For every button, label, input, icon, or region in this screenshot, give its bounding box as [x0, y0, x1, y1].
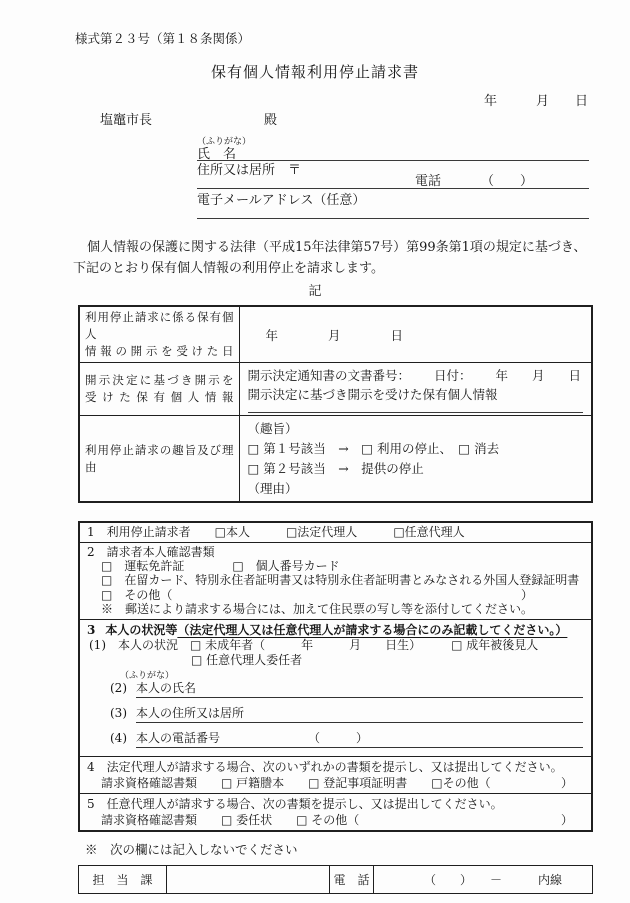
- identity-doc-checkboxes-2[interactable]: □ 在留カード、特別永住者証明書又は特別永住者証明書とみなされる外国人登録証明書: [101, 573, 580, 588]
- furigana-label: （ふりがな）: [120, 671, 175, 682]
- year-label: 年: [495, 368, 508, 383]
- honorific: 殿: [264, 113, 278, 128]
- phone-label: 電話: [414, 174, 441, 189]
- identity-documents-row: [80, 542, 591, 619]
- purpose-reason-label-cell: [79, 416, 239, 503]
- principal-phone-field[interactable]: [136, 731, 583, 748]
- field-label: 本人の電話番号: [136, 731, 221, 746]
- principal-name-item: [110, 681, 583, 698]
- phone-value-cell[interactable]: （ ） － 内線: [374, 866, 593, 894]
- phone-parens[interactable]: （ ）: [480, 174, 533, 189]
- disclosed-info-caption: 開示決定に基づき開示を受けた保有個人情報: [247, 387, 498, 402]
- department-value-cell[interactable]: [167, 866, 330, 894]
- table-row: [79, 416, 592, 503]
- form-number: 様式第２３号（第１８条関係）: [75, 31, 251, 46]
- phone-parens[interactable]: （ ）: [308, 731, 369, 746]
- purpose-option-2-checkboxes[interactable]: □ 第２号該当 → 提供の停止: [247, 461, 424, 476]
- principal-status-checkboxes[interactable]: (1) 本人の状況 □ 未成年者（ 年 月 日生） □ 成年被後見人: [89, 638, 539, 653]
- request-info-table: [78, 305, 593, 503]
- page-title: 保有個人情報利用停止請求書: [210, 63, 419, 81]
- principal-name-field[interactable]: [136, 681, 583, 698]
- voluntary-agent-doc-checkboxes[interactable]: 請求資格確認書類 □ 委任状 □ その他（: [101, 813, 360, 828]
- row-number: 3: [87, 623, 96, 638]
- table-row: [79, 363, 592, 416]
- addressee-name: 塩竈市長: [100, 113, 153, 128]
- close-paren: ）: [560, 813, 573, 828]
- label-line: 受けた保有個人情報: [85, 390, 234, 404]
- heading-text: 本人の状況等: [105, 623, 178, 638]
- identity-documents-heading: 2 請求者本人確認書類: [87, 545, 215, 559]
- fill-space[interactable]: [491, 775, 561, 791]
- item-number: (4): [110, 731, 127, 746]
- disclosure-date-field[interactable]: 年 月 日: [239, 306, 592, 363]
- date-field[interactable]: 年 月 日: [483, 94, 588, 109]
- purpose-heading: （趣旨）: [247, 421, 298, 436]
- principal-phone-item: [110, 731, 583, 748]
- intro-paragraph: 個人情報の保護に関する法律（平成15年法律第57号）第99条第1項の規定に基づき、下記のとおり保有個人情報の利用停止を請求します。: [73, 240, 587, 276]
- disclosed-info-label-cell: [79, 363, 239, 416]
- details-table: [78, 521, 593, 832]
- field-label: 本人の住所又は居所: [136, 706, 245, 721]
- office-use-note: ※ 次の欄には記入しないでください: [85, 842, 298, 858]
- email-label: 電子メールアドレス（任意）: [197, 193, 366, 208]
- ki-heading: 記: [308, 284, 322, 299]
- table-row: [79, 306, 592, 363]
- document-number-line[interactable]: [248, 366, 584, 385]
- day-label: 日: [568, 368, 581, 383]
- legal-agent-heading: 4 法定代理人が請求する場合、次のいずれかの書類を提示し、又は提出してください。: [87, 760, 563, 775]
- name-field[interactable]: 氏 名: [197, 148, 589, 161]
- applicant-block: [197, 137, 589, 219]
- table-row: [79, 866, 593, 894]
- label-line: 情報の開示を受けた日: [85, 344, 234, 358]
- close-paren: ）: [520, 587, 533, 602]
- label-line: 開示決定に基づき開示を: [85, 373, 234, 387]
- voluntary-agent-row: [80, 793, 591, 830]
- legal-agent-doc-checkboxes[interactable]: 請求資格確認書類 □ 戸籍謄本 □ 登記事項証明書 □その他（: [101, 776, 491, 791]
- department-label-cell: 担 当 課: [79, 866, 167, 894]
- phone-label-cell: 電 話: [330, 866, 374, 894]
- identity-doc-other-line[interactable]: [101, 588, 585, 602]
- heading-note: （法定代理人又は任意代理人が請求する場合にのみ記載してください。）: [177, 623, 568, 638]
- doc-date-label: 日付：: [433, 368, 472, 383]
- item-number: (2): [110, 681, 127, 696]
- principal-address-field[interactable]: [136, 706, 583, 723]
- purpose-reason-cell: [239, 416, 592, 503]
- email-field-line[interactable]: [197, 208, 589, 219]
- reason-heading: （理由）: [247, 481, 298, 496]
- furigana-label: （ふりがな）: [197, 137, 252, 147]
- principal-status-heading: [87, 622, 583, 638]
- other-checkbox[interactable]: □ その他（: [101, 587, 173, 602]
- address-label: 住所又は居所 〒: [197, 163, 302, 178]
- fill-space[interactable]: [172, 588, 521, 602]
- voluntary-agent-checkbox[interactable]: □ 任意代理人委任者: [191, 653, 303, 668]
- addressee-line: [100, 113, 630, 129]
- disclosed-info-field-line[interactable]: [248, 404, 584, 413]
- label-line: 利用停止請求に係る保有個人: [85, 310, 234, 341]
- doc-number-label: 開示決定通知書の文書番号：: [247, 368, 411, 383]
- office-use-table: [78, 865, 593, 894]
- principal-status-row: [80, 619, 591, 756]
- voluntary-agent-documents-line[interactable]: [101, 812, 585, 828]
- label-line: 利用停止請求の趣旨及び理由: [85, 442, 234, 474]
- purpose-option-1-checkboxes[interactable]: □ 第１号該当 → □ 利用の停止、 □ 消去: [247, 441, 500, 456]
- month-label: 月: [531, 368, 545, 383]
- item-number: (3): [110, 706, 127, 721]
- identity-doc-checkboxes-1[interactable]: □ 運転免許証 □ 個人番号カード: [101, 559, 340, 574]
- disclosed-info-cell: [239, 363, 592, 416]
- legal-agent-row: [80, 756, 591, 793]
- voluntary-agent-heading: 5 任意代理人が請求する場合、次の書類を提示し、又は提出してください。: [87, 797, 503, 812]
- disclosure-date-label-cell: [79, 306, 239, 363]
- mail-note: ※ 郵送により請求する場合には、加えて住民票の写し等を添付してください。: [101, 601, 534, 616]
- fill-space[interactable]: [359, 812, 561, 828]
- field-label: 本人の氏名: [136, 681, 197, 696]
- requester-row[interactable]: 1 利用停止請求者 □本人 □法定代理人 □任意代理人: [87, 525, 465, 539]
- close-paren: ）: [560, 776, 573, 791]
- principal-address-item: [110, 706, 583, 723]
- address-phone-field[interactable]: [197, 174, 589, 189]
- legal-agent-documents-line[interactable]: [101, 775, 585, 791]
